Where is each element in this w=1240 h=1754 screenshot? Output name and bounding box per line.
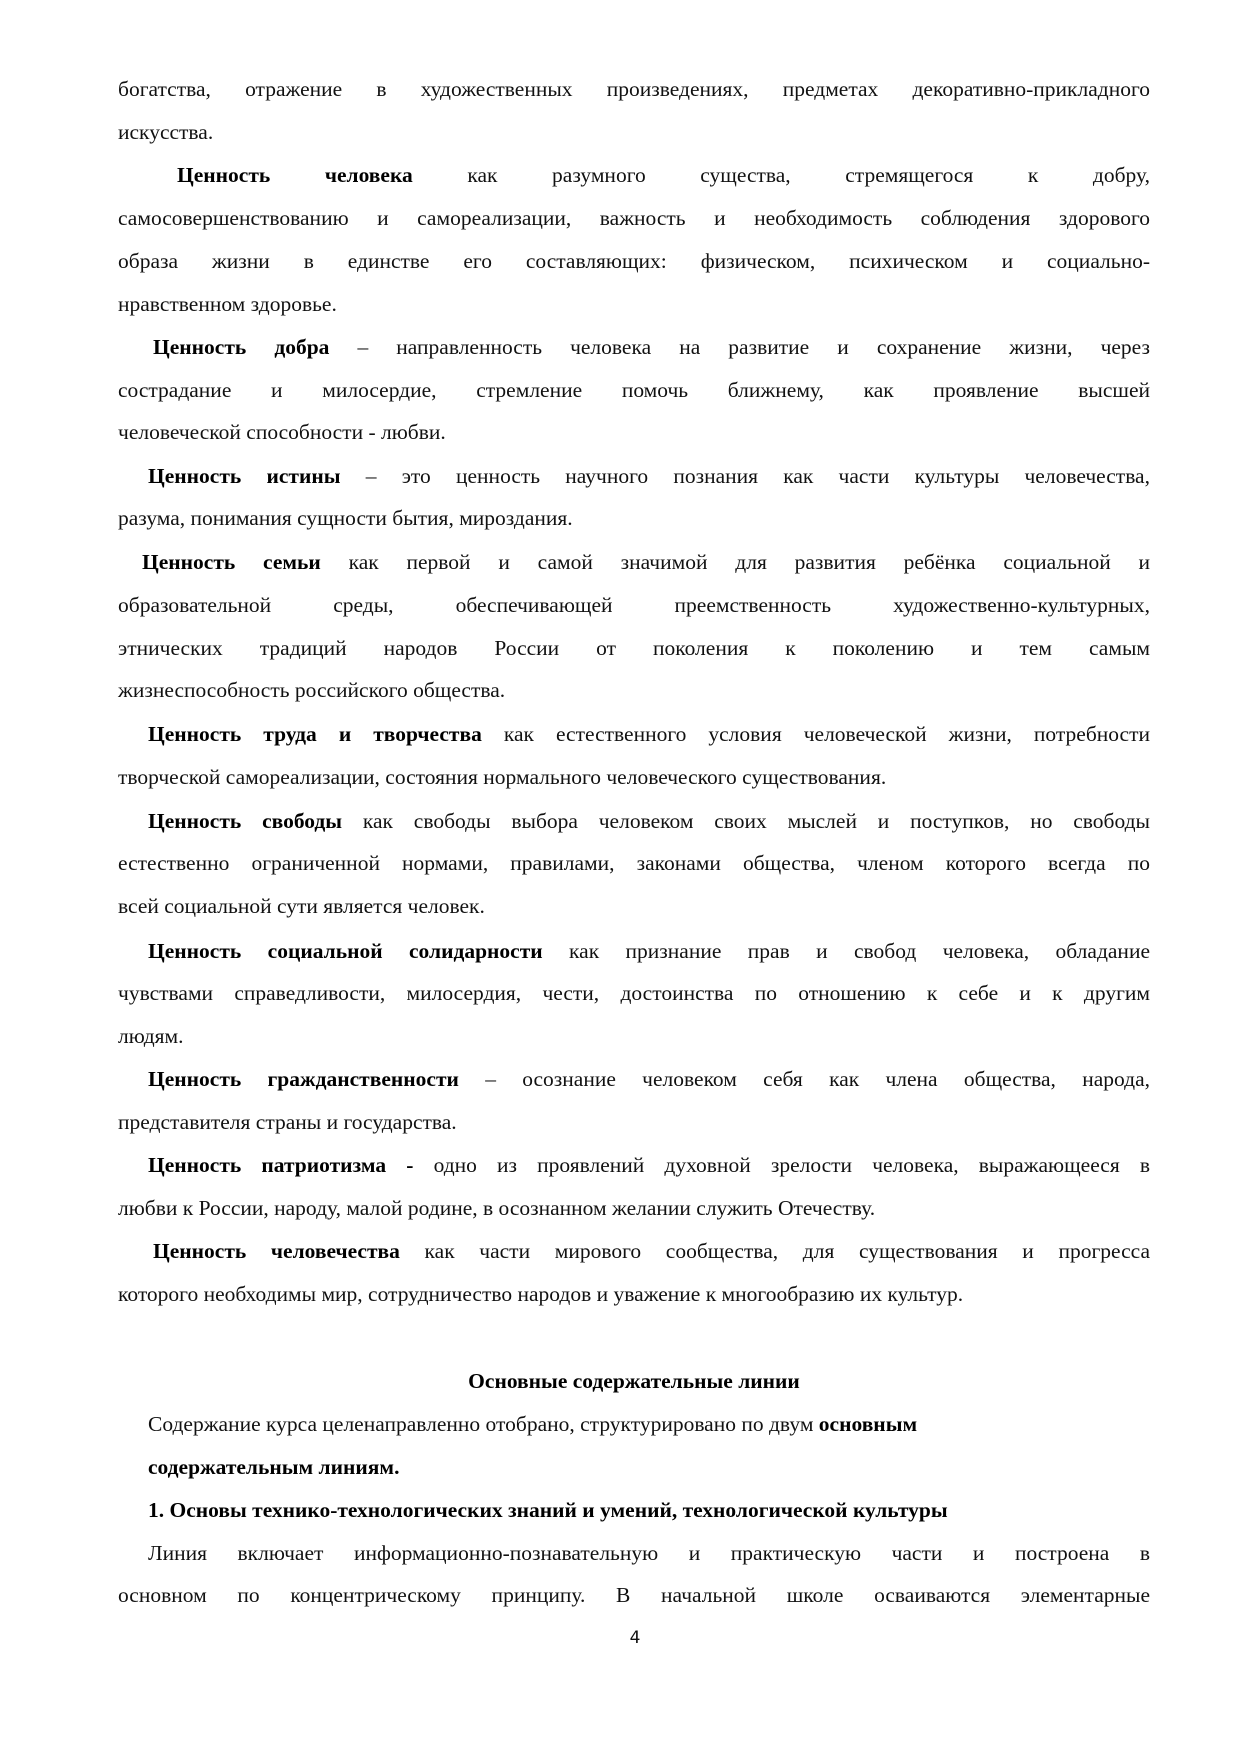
line-text: – направленность человека на развитие и сохранение жизни, через xyxy=(329,335,1150,359)
text-line xyxy=(118,290,1150,318)
value-paragraph-start xyxy=(148,720,1150,748)
line-text: творческой самореализации, состояния нормального человеческого существования. xyxy=(118,765,887,789)
line-text: нравственном здоровье. xyxy=(118,292,337,316)
line-paragraph-line-2: основном по концентрическому принципу. В начальной школе осваиваются элементарные xyxy=(118,1583,1150,1607)
text-line xyxy=(118,979,1150,1007)
value-term: Ценность добра xyxy=(153,335,330,359)
text-line xyxy=(118,418,1150,446)
line-text: самосовершенствованию и самореализации, важность и необходимость соблюдения здорового xyxy=(118,206,1150,230)
value-term: Ценность свободы xyxy=(148,809,343,833)
value-paragraph-start xyxy=(148,462,1150,490)
line-text: как первой и самой значимой для развития ребёнка социальной и xyxy=(320,550,1150,574)
text-line xyxy=(118,892,1150,920)
text-line xyxy=(118,118,1150,146)
value-paragraph-start xyxy=(148,1151,1150,1179)
value-paragraph-start xyxy=(142,548,1150,576)
line-text: сострадание и милосердие, стремление помочь ближнему, как проявление высшей xyxy=(118,378,1150,402)
line-text: этнических традиций народов России от поколения к поколению и тем самым xyxy=(118,636,1150,660)
value-term: Ценность патриотизма - xyxy=(148,1153,414,1177)
value-term: Ценность труда и творчества xyxy=(148,722,482,746)
text-line xyxy=(118,591,1150,619)
text-line xyxy=(118,504,1150,532)
line-text: разума, понимания сущности бытия, мироздания. xyxy=(118,506,573,530)
line-text: – осознание человеком себя как члена общества, народа, xyxy=(458,1067,1150,1091)
value-term: Ценность семьи xyxy=(142,550,321,574)
line-text: образовательной среды, обеспечивающей преемственность художественно-культурных, xyxy=(118,593,1150,617)
line-text: как признание прав и свобод человека, обладание xyxy=(542,939,1150,963)
line-text: чувствами справедливости, милосердия, чести, достоинства по отношению к себе и к другим xyxy=(118,981,1150,1005)
text-line xyxy=(118,1022,1150,1050)
line-text: как свободы выбора человеком своих мыслей и поступков, но свободы xyxy=(342,809,1151,833)
text-line xyxy=(118,849,1150,877)
text-line xyxy=(118,204,1150,232)
line-text: которого необходимы мир, сотрудничество народов и уважение к многообразию их культур. xyxy=(118,1282,964,1306)
value-term: Ценность социальной солидарности xyxy=(148,939,543,963)
value-paragraph-start xyxy=(148,937,1150,965)
value-paragraph-start xyxy=(153,333,1150,361)
text-line xyxy=(118,75,1150,103)
line-text: людям. xyxy=(118,1024,184,1048)
line-text: как естественного условия человеческой жизни, потребности xyxy=(481,722,1151,746)
text-line xyxy=(118,247,1150,275)
text-line xyxy=(118,676,1150,704)
page-number: 4 xyxy=(629,1628,641,1648)
line-text: образа жизни в единстве его составляющих: физическом, психическом и социально- xyxy=(118,249,1150,273)
line-text: естественно ограниченной нормами, правилами, законами общества, членом которого всегда по xyxy=(118,851,1150,875)
line-text: как части мирового сообщества, для существования и прогресса xyxy=(399,1239,1150,1263)
line-text: богатства, отражение в художественных произведениях, предметах декоративно-прикладного xyxy=(118,77,1150,101)
section-intro-line-1: Содержание курса целенаправленно отобрано, структурировано по двум основным xyxy=(148,1412,918,1436)
line-text: – это ценность научного познания как части культуры человечества, xyxy=(340,464,1150,488)
line-text: искусства. xyxy=(118,120,214,144)
line-text: человеческой способности - любви. xyxy=(118,420,446,444)
line-paragraph-line-1: Линия включает информационно-познавательную и практическую части и построена в xyxy=(148,1541,1150,1565)
text-line xyxy=(118,1194,1150,1222)
line-text: жизнеспособность российского общества. xyxy=(118,678,506,702)
value-term: Ценность человечества xyxy=(153,1239,400,1263)
text-line xyxy=(118,376,1150,404)
section-intro-line-2: содержательным линиям. xyxy=(148,1455,400,1479)
value-paragraph-start xyxy=(148,1065,1150,1093)
value-paragraph-start xyxy=(153,1237,1150,1265)
line-text: всей социальной сути является человек. xyxy=(118,894,485,918)
value-paragraph-start xyxy=(148,807,1150,835)
value-term: Ценность гражданственности xyxy=(148,1067,459,1091)
line-text: представителя страны и государства. xyxy=(118,1110,457,1134)
line-text: любви к России, народу, малой родине, в осознанном желании служить Отечеству. xyxy=(118,1196,876,1220)
value-term: Ценность человека xyxy=(177,163,413,187)
text-line xyxy=(118,1280,1150,1308)
value-paragraph-start xyxy=(177,161,1150,189)
text-line xyxy=(118,634,1150,662)
line-text: одно из проявлений духовной зрелости человека, выражающееся в xyxy=(413,1153,1150,1177)
line-text: как разумного существа, стремящегося к добру, xyxy=(412,163,1150,187)
subheading-line-1: 1. Основы технико-технологических знаний и умений, технологической культуры xyxy=(148,1498,948,1522)
section-heading: Основные содержательные линии xyxy=(468,1369,800,1393)
value-term: Ценность истины xyxy=(148,464,341,488)
text-line xyxy=(118,763,1150,791)
text-line xyxy=(118,1108,1150,1136)
